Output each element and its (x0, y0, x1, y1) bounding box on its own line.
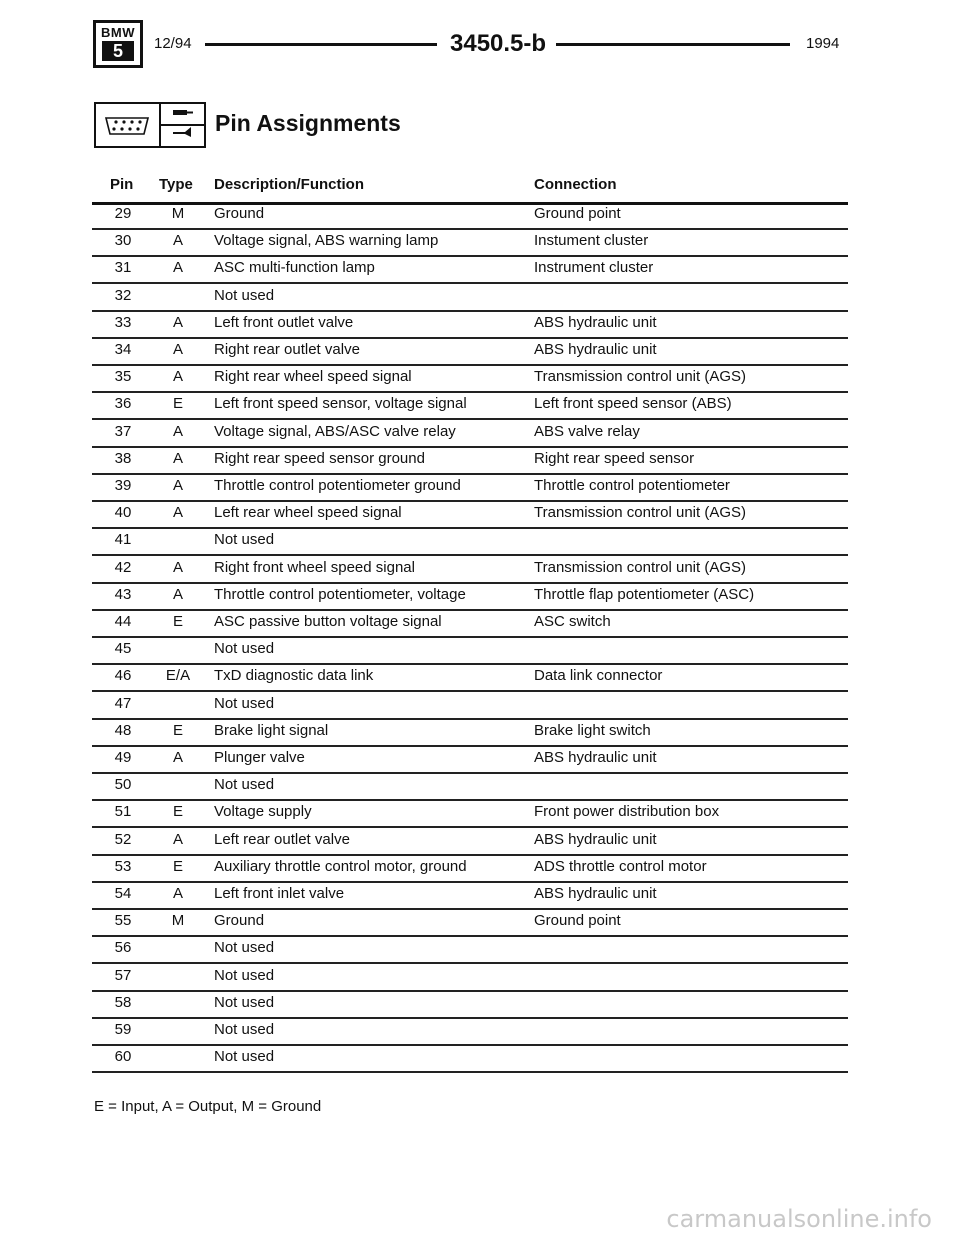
document-code: 3450.5-b (450, 30, 547, 57)
connection-cell: Left front speed sensor (ABS) (534, 395, 732, 413)
description-cell: Brake light signal (214, 721, 329, 739)
header-date: 12/94 (154, 35, 192, 52)
table-row (92, 992, 848, 1019)
connection-cell: Front power distribution box (534, 803, 720, 821)
description-cell: Not used (214, 993, 275, 1011)
connection-cell: ASC switch (534, 613, 611, 630)
table-row (92, 965, 848, 992)
table-row (92, 720, 848, 747)
description-cell: Left front inlet valve (214, 885, 345, 902)
connection-cell: ABS valve relay (534, 422, 640, 440)
connection-cell: Ground point (534, 912, 621, 930)
column-header-pin: Pin (110, 176, 134, 193)
connector-pin-icon (94, 102, 206, 148)
pin-cell: 43 (114, 585, 132, 603)
type-cell: A (172, 449, 183, 467)
header-year: 1994 (806, 35, 840, 52)
pin-cell: 49 (114, 749, 132, 766)
type-cell: A (172, 504, 183, 522)
table-row (92, 475, 848, 502)
pin-cell: 46 (114, 667, 132, 685)
description-cell: ASC passive button voltage signal (214, 613, 442, 630)
pin-cell: 30 (114, 232, 132, 250)
description-cell: Right rear speed sensor ground (214, 449, 425, 467)
column-header-type: Type (159, 176, 193, 193)
description-cell: Right rear outlet valve (214, 341, 360, 358)
connection-cell: Transmission control unit (AGS) (534, 504, 747, 522)
pin-cell: 51 (114, 803, 132, 821)
table-row (92, 557, 848, 584)
table-row (92, 801, 848, 828)
description-cell: Left rear outlet valve (214, 830, 350, 848)
logo-series: 5 (102, 41, 134, 61)
type-cell: A (172, 341, 183, 358)
connection-cell: ABS hydraulic unit (534, 313, 657, 331)
table-row (92, 448, 848, 475)
type-cell: E (172, 721, 183, 739)
connection-cell: Transmission control unit (AGS) (534, 368, 747, 386)
table-row (92, 747, 848, 774)
header-rule-left (205, 43, 437, 46)
type-legend: E = Input, A = Output, M = Ground (94, 1098, 322, 1115)
table-row (92, 257, 848, 284)
connection-cell: Ground point (534, 205, 621, 222)
description-cell: Plunger valve (214, 749, 305, 766)
type-cell: E (172, 613, 183, 630)
type-cell: M (171, 205, 185, 222)
footer-watermark: carmanualsonline.info (666, 1205, 932, 1233)
table-row (92, 883, 848, 910)
type-cell: A (172, 585, 183, 603)
description-cell: TxD diagnostic data link (214, 667, 374, 685)
table-row (92, 829, 848, 856)
table-row (92, 856, 848, 883)
connection-cell: Throttle control potentiometer (534, 477, 730, 494)
type-cell: A (172, 749, 183, 766)
description-cell: Not used (214, 966, 275, 984)
table-row (92, 421, 848, 448)
pin-cell: 56 (114, 939, 132, 957)
pin-cell: 59 (114, 1021, 132, 1038)
table-row (92, 230, 848, 257)
type-cell: A (172, 232, 183, 250)
table-row (92, 774, 848, 801)
description-cell: Throttle control potentiometer ground (214, 477, 461, 494)
pin-cell: 29 (114, 205, 132, 222)
logo-brand: BMW (101, 25, 135, 40)
pin-cell: 54 (114, 885, 132, 902)
table-row (92, 285, 848, 312)
type-cell: A (172, 368, 183, 386)
table-row (92, 339, 848, 366)
table-row (92, 638, 848, 665)
connection-cell: Transmission control unit (AGS) (534, 558, 747, 576)
pin-cell: 60 (114, 1048, 132, 1066)
description-cell: Throttle control potentiometer, voltage (214, 585, 466, 603)
type-cell: A (172, 558, 183, 576)
pin-cell: 55 (114, 912, 132, 930)
type-cell: E (172, 395, 183, 413)
pin-cell: 58 (114, 993, 132, 1011)
type-cell: A (172, 313, 183, 331)
description-cell: Not used (214, 939, 275, 957)
pin-cell: 42 (114, 558, 132, 576)
table-row (92, 693, 848, 720)
table-row (92, 529, 848, 556)
bmw-5-series-logo (93, 20, 143, 68)
connection-cell: ABS hydraulic unit (534, 749, 657, 766)
pin-cell: 52 (114, 830, 132, 848)
description-cell: Voltage signal, ABS warning lamp (214, 232, 439, 250)
type-cell: A (172, 477, 183, 494)
description-cell: Ground (214, 205, 265, 222)
connection-cell: Throttle flap potentiometer (ASC) (534, 585, 755, 603)
description-cell: Left front speed sensor, voltage signal (214, 395, 467, 413)
connection-cell: ABS hydraulic unit (534, 830, 657, 848)
type-cell: A (172, 885, 183, 902)
type-cell: A (172, 259, 183, 277)
pin-cell: 35 (114, 368, 132, 386)
description-cell: Voltage supply (214, 803, 312, 821)
pin-cell: 44 (114, 613, 132, 630)
description-cell: Not used (214, 776, 275, 794)
pin-cell: 31 (114, 259, 132, 277)
description-cell: Not used (214, 640, 275, 658)
pin-cell: 53 (114, 857, 132, 875)
pin-cell: 40 (114, 504, 132, 522)
table-row (92, 910, 848, 937)
description-cell: Left front outlet valve (214, 313, 354, 331)
connection-cell: ADS throttle control motor (534, 857, 707, 875)
pin-cell: 36 (114, 395, 132, 413)
description-cell: Not used (214, 694, 275, 712)
table-row (92, 502, 848, 529)
type-cell: A (172, 422, 183, 440)
connection-cell: ABS hydraulic unit (534, 341, 657, 358)
pin-cell: 47 (114, 694, 132, 712)
table-row (92, 1019, 848, 1046)
description-cell: Not used (214, 286, 275, 304)
description-cell: Not used (214, 1021, 275, 1038)
pin-cell: 48 (114, 721, 132, 739)
table-row (92, 312, 848, 339)
pin-cell: 37 (114, 422, 132, 440)
description-cell: Ground (214, 912, 265, 930)
header-rule-right (556, 43, 790, 46)
section-title: Pin Assignments (215, 110, 401, 136)
table-row (92, 584, 848, 611)
table-row (92, 366, 848, 393)
type-cell: E/A (165, 667, 191, 685)
row-rule (92, 1071, 848, 1073)
pin-cell: 38 (114, 449, 132, 467)
table-row (92, 937, 848, 964)
table-row (92, 665, 848, 692)
description-cell: Voltage signal, ABS/ASC valve relay (214, 422, 456, 440)
connection-cell: Instrument cluster (534, 259, 654, 277)
table-row (92, 393, 848, 420)
table-row (92, 203, 848, 230)
description-cell: Left rear wheel speed signal (214, 504, 402, 522)
pin-cell: 32 (114, 286, 132, 304)
type-cell: E (172, 803, 183, 821)
connection-cell: Data link connector (534, 667, 663, 685)
column-header-connection: Connection (534, 176, 617, 193)
description-cell: Right rear wheel speed signal (214, 368, 412, 386)
table-row (92, 611, 848, 638)
description-cell: Auxiliary throttle control motor, ground (214, 857, 467, 875)
description-cell: Not used (214, 531, 275, 549)
type-cell: M (171, 912, 185, 930)
description-cell: Not used (214, 1048, 275, 1066)
pin-cell: 50 (114, 776, 132, 794)
connection-cell: ABS hydraulic unit (534, 885, 657, 902)
pin-cell: 45 (114, 640, 132, 658)
column-header-description: Description/Function (214, 176, 364, 193)
table-row (92, 1046, 848, 1073)
pin-cell: 34 (114, 341, 132, 358)
description-cell: Right front wheel speed signal (214, 558, 415, 576)
pin-cell: 41 (114, 531, 132, 549)
pin-cell: 57 (114, 966, 132, 984)
pin-cell: 39 (114, 477, 132, 494)
pin-cell: 33 (114, 313, 132, 331)
description-cell: ASC multi-function lamp (214, 259, 375, 277)
connection-cell: Instument cluster (534, 232, 649, 250)
type-cell: A (172, 830, 183, 848)
connection-cell: Brake light switch (534, 721, 651, 739)
type-cell: E (172, 857, 183, 875)
connection-cell: Right rear speed sensor (534, 449, 695, 467)
